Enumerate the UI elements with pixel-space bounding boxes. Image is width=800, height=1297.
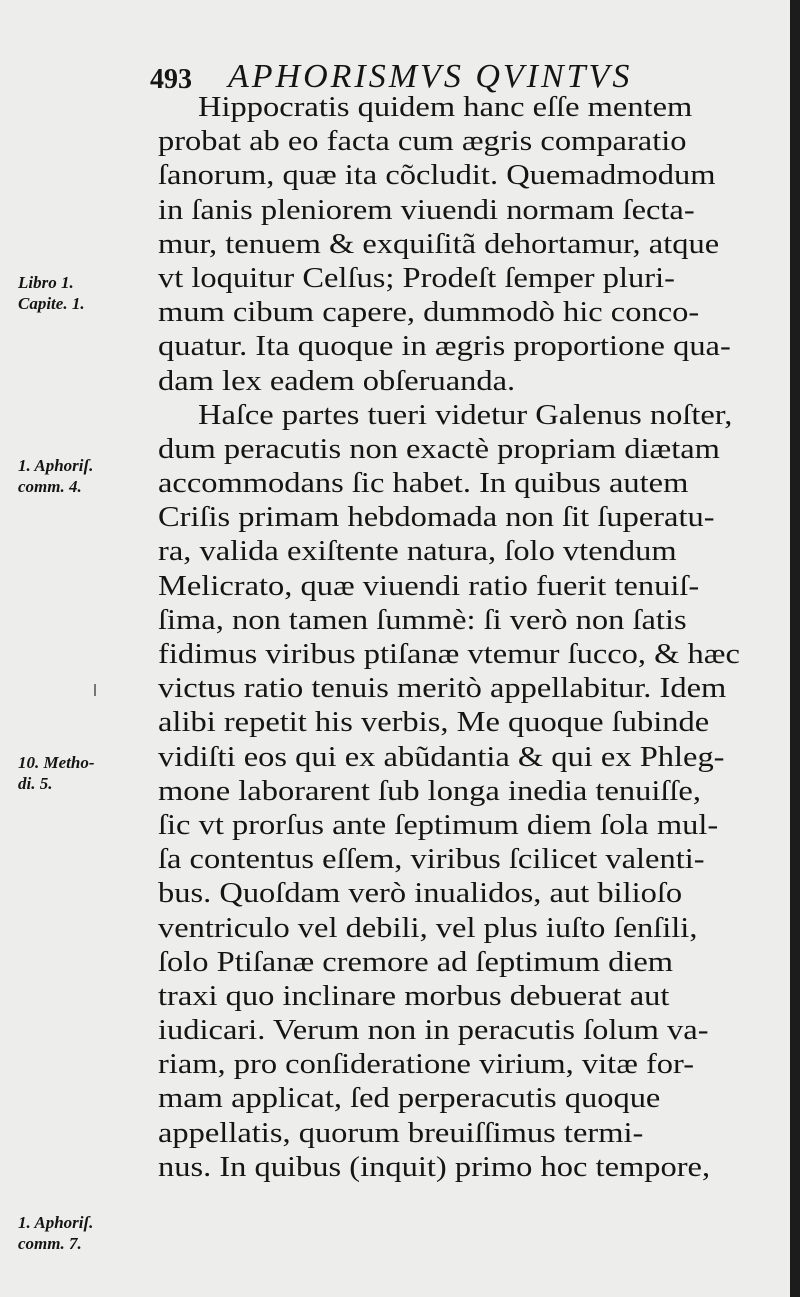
text-line: probat ab eo facta cum ægris comparatio	[158, 125, 687, 158]
print-speck	[94, 684, 96, 696]
margin-note-line: di. 5.	[18, 774, 53, 793]
margin-note-line: 10. Metho-	[18, 753, 95, 772]
text-line: victus ratio tenuis meritò appellabitur. Idem	[158, 672, 727, 705]
running-title: APHORISMVS QVINTVS	[228, 58, 633, 95]
text-line: accommodans ſic habet. In quibus autem	[158, 467, 689, 500]
text-line: quatur. Ita quoque in ægris proportione qua-	[158, 330, 731, 363]
margin-note-2	[18, 455, 128, 497]
text-line: mone laborarent ſub longa inedia tenuiſſe,	[158, 774, 701, 807]
text-line: ſolo Ptiſanæ cremore ad ſeptimum diem	[158, 945, 674, 978]
text-line: in ſanis pleniorem viuendi normam ſecta-	[158, 193, 695, 226]
text-line: ſanorum, quæ ita cõcludit. Quemadmodum	[158, 159, 716, 192]
margin-note-line: Libro 1.	[18, 273, 74, 292]
page-edge-shadow	[790, 0, 800, 1297]
margin-note-line: comm. 4.	[18, 477, 82, 496]
text-line: ſima, non tamen ſummè: ſi verò non ſatis	[158, 603, 687, 636]
text-line: Haſce partes tueri videtur Galenus noſter,	[198, 398, 733, 431]
text-line: traxi quo inclinare morbus debuerat aut	[158, 979, 670, 1012]
margin-note-4	[18, 1212, 128, 1254]
margin-note-line: 1. Aphoriſ.	[18, 456, 94, 475]
text-line: alibi repetit his verbis, Me quoque ſubinde	[158, 706, 710, 739]
text-line: vidiſti eos qui ex abũdantia & qui ex Phleg-	[158, 740, 725, 773]
text-line: fidimus viribus ptiſanæ vtemur ſucco, & hæc	[158, 638, 740, 670]
body-text	[158, 90, 743, 1184]
text-line: iudicari. Verum non in peracutis ſolum va-	[158, 1014, 709, 1047]
margin-note-line: Capite. 1.	[18, 294, 85, 313]
text-line: bus. Quoſdam verò inualidos, aut bilioſo	[158, 877, 683, 910]
page-number: 493	[150, 64, 192, 95]
text-line: Melicrato, quæ viuendi ratio fuerit tenuiſ-	[158, 569, 700, 602]
text-line: ſic vt prorſus ante ſeptimum diem ſola mul-	[158, 808, 719, 841]
text-line: Criſis primam hebdomada non ſit ſuperatu-	[158, 501, 715, 534]
text-line: ventriculo vel debili, vel plus iuſto ſenſili,	[158, 911, 698, 944]
text-line: ra, valida exiſtente natura, ſolo vtendum	[158, 535, 677, 568]
text-line: appellatis, quorum breuiſſimus termi-	[158, 1116, 644, 1149]
text-line: riam, pro conſideratione virium, vitæ for-	[158, 1048, 695, 1081]
text-line: mur, tenuem & exquiſitã dehortamur, atque	[158, 227, 720, 260]
text-line: dum peracutis non exactè propriam diætam	[158, 432, 720, 465]
margin-note-line: comm. 7.	[18, 1234, 82, 1253]
margin-note-1	[18, 272, 128, 314]
margin-note-3	[18, 752, 128, 794]
margin-note-line: 1. Aphoriſ.	[18, 1213, 94, 1232]
text-line: nus. In quibus (inquit) primo hoc tempore,	[158, 1150, 711, 1183]
text-line: Hippocratis quidem hanc eſſe mentem	[198, 91, 693, 123]
text-line: vt loquitur Celſus; Prodeſt ſemper pluri-	[158, 261, 675, 294]
text-line: ſa contentus eſſem, viribus ſcilicet valenti-	[158, 843, 705, 876]
text-line: mum cibum capere, dummodò hic conco-	[158, 296, 700, 329]
text-line: dam lex eadem obſeruanda.	[158, 364, 516, 397]
text-line: mam applicat, ſed perperacutis quoque	[158, 1082, 661, 1115]
